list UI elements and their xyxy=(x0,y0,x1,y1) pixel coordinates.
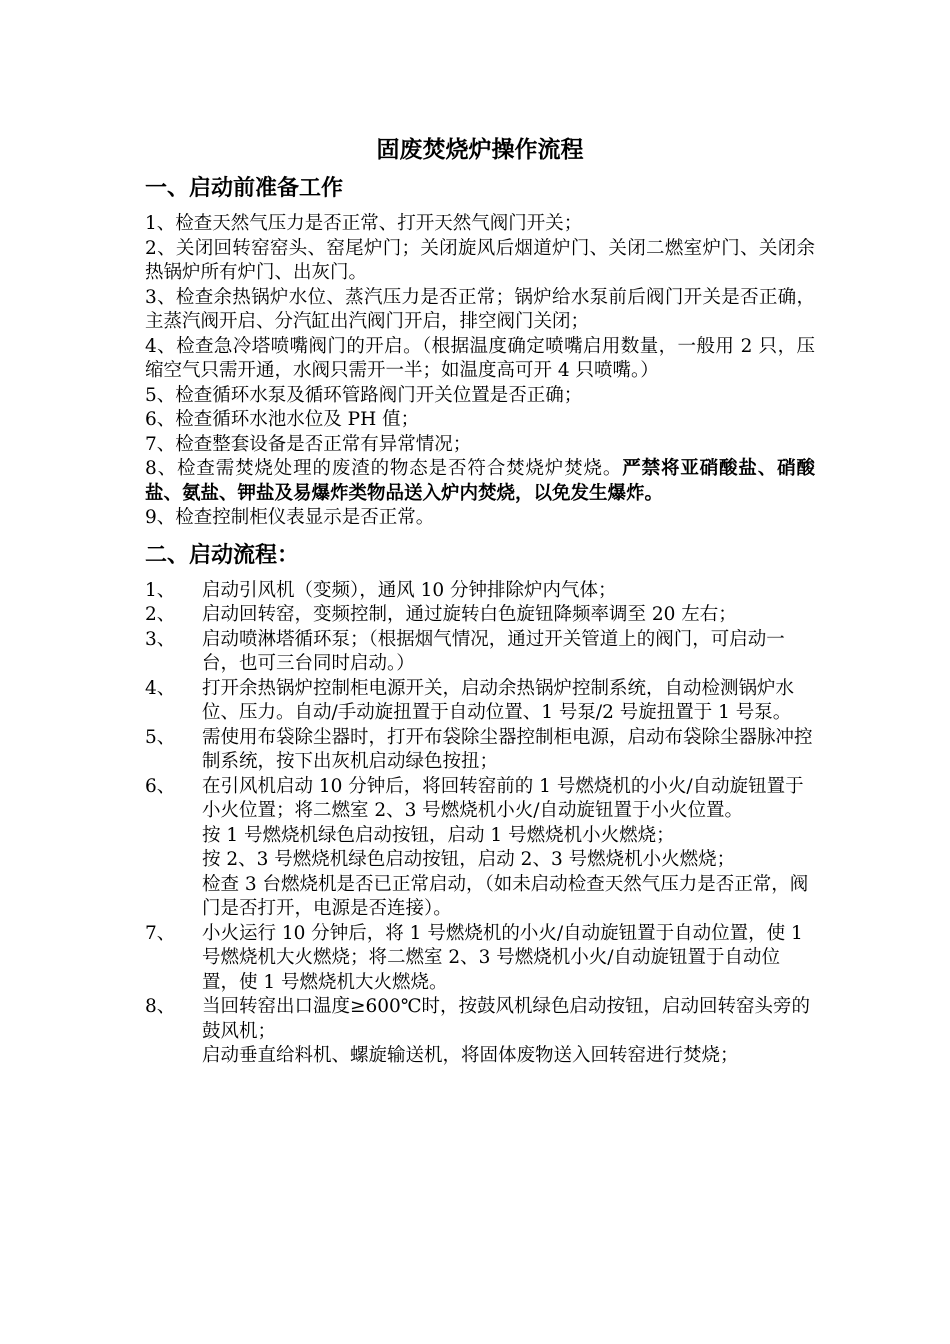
step-number: 4、 xyxy=(145,677,176,699)
step-text: 按 1 号燃烧机绿色启动按钮，启动 1 号燃烧机小火燃烧； xyxy=(202,824,675,846)
section-heading-preparation: 一、启动前准备工作 xyxy=(145,176,344,201)
step-number: 5、 xyxy=(145,726,176,748)
startup-step xyxy=(145,628,815,677)
startup-step xyxy=(145,603,815,628)
preparation-item: 2、关闭回转窑窑头、窑尾炉门；关闭旋风后烟道炉门、关闭二燃室炉门、关闭余热锅炉所有炉门、出灰门。 xyxy=(145,237,815,283)
preparation-item: 6、检查循环水池水位及 PH 值； xyxy=(145,409,420,430)
preparation-item: 1、检查天然气压力是否正常、打开天然气阀门开关； xyxy=(145,213,583,234)
step-number: 8、 xyxy=(145,996,176,1017)
startup-step xyxy=(145,775,815,922)
preparation-item-8-text: 8、检查需焚烧处理的废渣的物态是否符合焚烧炉焚烧。 xyxy=(145,458,623,479)
preparation-list xyxy=(145,212,815,531)
section-heading-startup: 二、启动流程： xyxy=(145,542,300,568)
step-text: 检查 3 台燃烧机是否已正常启动，（如未启动检查天然气压力是否正常，阀门是否打开，电源是否连接）。 xyxy=(202,873,809,919)
startup-step xyxy=(145,726,815,775)
step-number: 3、 xyxy=(145,628,176,650)
preparation-item: 5、检查循环水泵及循环管路阀门开关位置是否正确； xyxy=(145,384,583,406)
trailing-paragraph: 启动垂直给料机、螺旋输送机，将固体废物送入回转窑进行焚烧； xyxy=(202,1045,739,1066)
step-number: 6、 xyxy=(145,775,176,797)
step-text: 启动回转窑，变频控制，通过旋转白色旋钮降频率调至 20 左右； xyxy=(202,604,737,625)
document-page xyxy=(145,130,815,1069)
document-title: 固废焚烧炉操作流程 xyxy=(376,137,584,163)
step-number: 7、 xyxy=(145,922,176,944)
preparation-item-8 xyxy=(145,457,815,506)
preparation-item: 4、检查急冷塔喷嘴阀门的开启。（根据温度确定喷嘴启用数量，一般用 2 只，压缩空气只需开通，水阀只需开一半；如温度高可开 4 只喷嘴。） xyxy=(145,335,815,381)
preparation-item: 9、检查控制柜仪表显示是否正常。 xyxy=(145,507,435,528)
startup-steps xyxy=(145,579,815,1045)
step-number: 1、 xyxy=(145,579,176,601)
step-text: 当回转窑出口温度≥600℃时，按鼓风机绿色启动按钮，启动回转窑头旁的鼓风机； xyxy=(202,996,811,1042)
safety-warning: 严禁将亚硝酸盐、硝酸盐、氨盐、钾盐及易爆炸类物品送入炉内焚烧，以免发生爆炸。 xyxy=(145,458,815,504)
step-text: 需使用布袋除尘器时，打开布袋除尘器控制柜电源，启动布袋除尘器脉冲控制系统，按下出灰机启动绿色按扭； xyxy=(202,726,813,772)
startup-step xyxy=(145,579,815,604)
step-text: 按 2、3 号燃烧机绿色启动按钮，启动 2、3 号燃烧机小火燃烧； xyxy=(202,849,736,870)
preparation-item: 3、检查余热锅炉水位、蒸汽压力是否正常；锅炉给水泵前后阀门开关是否正确，主蒸汽阀开启、分汽缸出汽阀门开启，排空阀门关闭； xyxy=(145,286,815,332)
step-text: 启动喷淋塔循环泵；（根据烟气情况，通过开关管道上的阀门，可启动一台，也可三台同时启动。） xyxy=(202,628,785,674)
step-text: 启动引风机（变频），通风 10 分钟排除炉内气体； xyxy=(202,579,617,601)
step-text: 小火运行 10 分钟后，将 1 号燃烧机的小火/自动旋钮置于自动位置，使 1 号燃烧机大火燃烧；将二燃室 2、3 号燃烧机小火/自动旋钮置于自动位置，使 1 号燃烧机大火燃烧。 xyxy=(202,922,803,993)
step-text: 打开余热锅炉控制柜电源开关，启动余热锅炉控制系统，自动检测锅炉水位、压力。自动/手动旋扭置于自动位置、1 号泵/2 号旋扭置于 1 号泵。 xyxy=(202,677,795,723)
step-number: 2、 xyxy=(145,604,176,625)
startup-step xyxy=(145,922,815,996)
step-text: 在引风机启动 10 分钟后，将回转窑前的 1 号燃烧机的小火/自动旋钮置于小火位置；将二燃室 2、3 号燃烧机小火/自动旋钮置于小火位置。 xyxy=(202,775,804,821)
preparation-item: 7、检查整套设备是否正常有异常情况； xyxy=(145,433,472,455)
startup-step xyxy=(145,995,815,1044)
startup-step xyxy=(145,677,815,726)
